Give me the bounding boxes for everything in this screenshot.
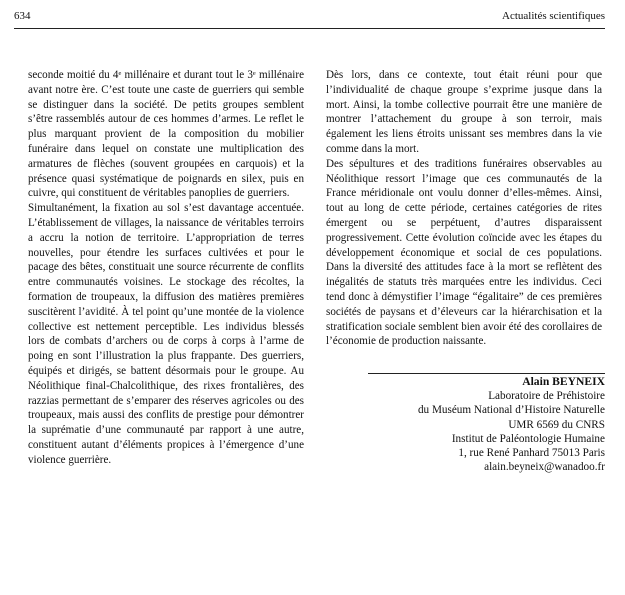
right-paragraph-1: Dès lors, dans ce contexte, tout était réuni pour que l’individualité de chaque groupe s’exprime jusque dans la mort. Ainsi, la tombe collective pourrait être une manière de montrer l’attachement du groupe à son terroir, mais également les liens étroits unissant ses membres dans la vie comme dans la mort. (326, 69, 602, 155)
author-name: Alain BEYNEIX (522, 375, 605, 388)
left-paragraph-2: Simultanément, la fixation au sol s’est davantage accentuée. L’établissement de villages, la naissance de véritables terroirs a accru la notion de territoire. L’appropriation de terres nouvelles, pour étendre les surfaces cultivées et pour le pacage des bêtes, constituait une source récurrente de conflits entre communautés voisines. Le stockage des récoltes, la formation de troupeaux, la diffusion des matières premières suscitèrent l’avidité. À tel point qu’une montée de la violence collective est nettement perceptible. Les individus blessés lors de combats d’archers ou de corps à corps à l’arme de poing en sont l’illustration la plus frappante. Des guerriers, équipés et dirigés, se battent désormais pour le groupe. Au Néolithique final-Chalcolithique, des rixes frontalières, des razzias permettant de s’emparer des réserves agricoles ou des troupeaux, mais aussi des conflits de prestige pour démontrer la suprématie d’une communauté par rapport à une autre, constituent autant d’éléments propices à l’émergence d’une violence guerrière. (28, 202, 304, 466)
header-rule (14, 28, 605, 29)
author-rule (368, 373, 605, 374)
author-email[interactable]: alain.beyneix@wanadoo.fr (484, 461, 605, 474)
running-title: Actualités scientifiques (502, 10, 605, 22)
author-address: 1, rue René Panhard 75013 Paris (458, 447, 605, 460)
author-lab: Laboratoire de Préhistoire (488, 390, 605, 403)
author-umr: UMR 6569 du CNRS (508, 418, 605, 431)
page-header (14, 6, 605, 26)
right-paragraph-2: Des sépultures et des traditions funéraires observables au Néolithique ressort l’image que ces communautés de la France méridionale ont voulu donner d’elles-mêmes. Ainsi, tout au long de cette période, certaines catégories de rites émergent ou se perpétuent, d’autres disparaissent progressivement. Cette évolution coïncide avec les étapes du développement économique et social de ces populations. Dans la diversité des attitudes face à la mort se reflètent des inégalités de statuts très marquées entre les individus. Ceci tend donc à démystifier l’image “égalitaire” de ces premières sociétés de paysans et d’éleveurs car la hiérarchisation et la stratification sociale semblent bien avoir été des corollaires de l’économie de production naissante. (326, 157, 603, 348)
left-column (28, 68, 304, 468)
right-column (326, 68, 602, 349)
left-paragraph-1: seconde moitié du 4ᵉ millénaire et durant tout le 3ᵉ millénaire avant notre ère. C’est toute une caste de guerriers qui semble se distinguer dans la société. De petits groupes semblent s’être rassemblés autour de ces hommes d’armes. Le reflet le plus marquant provient de la composition du mobilier funéraire dans lequel on constate une multiplication des armatures de flèches (souvent groupées en carquois) et la présence quasi systématique de poignards en silex, puis en cuivre, qui constituent de véritables panoplies de guerriers. (28, 69, 304, 200)
author-museum: du Muséum National d’Histoire Naturelle (417, 404, 605, 417)
author-institute: Institut de Paléontologie Humaine (451, 432, 605, 445)
author-block (335, 375, 605, 474)
page-number: 634 (14, 10, 31, 22)
